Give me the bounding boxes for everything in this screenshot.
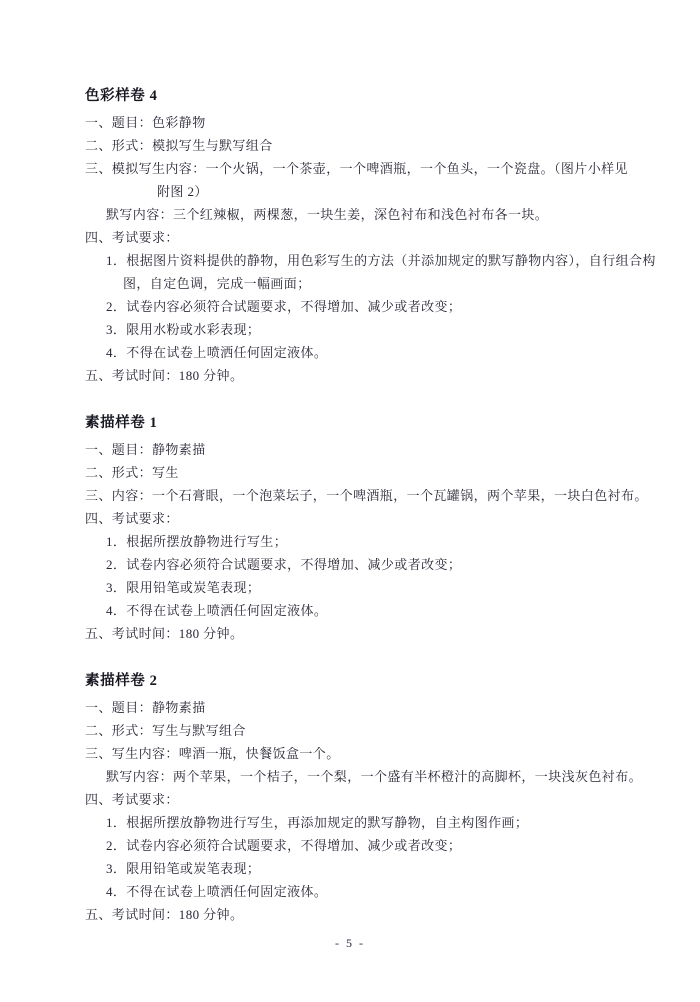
doc-line: 2．试卷内容必须符合试题要求，不得增加、减少或者改变； bbox=[106, 557, 462, 572]
doc-line: 图，自定色调，完成一幅画面； bbox=[123, 276, 311, 291]
doc-line: 二、形式：写生 bbox=[85, 465, 179, 480]
doc-line: 3．限用水粉或水彩表现； bbox=[106, 322, 261, 337]
doc-line: 一、题目：静物素描 bbox=[85, 700, 206, 715]
section-color-sample-4 bbox=[85, 86, 660, 387]
doc-line: 四、考试要求： bbox=[85, 792, 179, 807]
doc-line: 三、写生内容：啤酒一瓶，快餐饭盒一个。 bbox=[85, 746, 340, 761]
doc-line: 三、内容：一个石膏眼，一个泡菜坛子，一个啤酒瓶，一个瓦罐锅，两个苹果，一块白色衬布。 bbox=[85, 488, 648, 503]
doc-line: 二、形式：模拟写生与默写组合 bbox=[85, 138, 273, 153]
doc-line: 2．试卷内容必须符合试题要求，不得增加、减少或者改变； bbox=[106, 838, 462, 853]
doc-line: 五、考试时间：180 分钟。 bbox=[85, 626, 244, 641]
page-number: - 5 - bbox=[335, 936, 365, 950]
section-heading: 素描样卷 2 bbox=[85, 673, 158, 689]
doc-line: 1．根据所摆放静物进行写生，再添加规定的默写静物，自主构图作画； bbox=[106, 815, 529, 830]
doc-line: 四、考试要求： bbox=[85, 230, 179, 245]
doc-line: 三、模拟写生内容：一个火锅，一个茶壶，一个啤酒瓶，一个鱼头，一个瓷盘。（图片小样见 bbox=[85, 161, 628, 176]
doc-line: 2．试卷内容必须符合试题要求，不得增加、减少或者改变； bbox=[106, 299, 462, 314]
doc-line: 1．根据图片资料提供的静物，用色彩写生的方法（并添加规定的默写静物内容），自行组合构 bbox=[106, 253, 656, 268]
section-heading: 色彩样卷 4 bbox=[85, 88, 158, 104]
doc-line: 3．限用铅笔或炭笔表现； bbox=[106, 580, 261, 595]
doc-line: 4．不得在试卷上喷洒任何固定液体。 bbox=[106, 884, 328, 899]
section-heading: 素描样卷 1 bbox=[85, 415, 158, 431]
doc-line: 附图 2） bbox=[157, 184, 208, 199]
doc-line: 4．不得在试卷上喷洒任何固定液体。 bbox=[106, 603, 328, 618]
doc-line: 五、考试时间：180 分钟。 bbox=[85, 368, 244, 383]
doc-line: 4．不得在试卷上喷洒任何固定液体。 bbox=[106, 345, 328, 360]
doc-line: 3．限用铅笔或炭笔表现； bbox=[106, 861, 261, 876]
doc-line: 二、形式：写生与默写组合 bbox=[85, 723, 246, 738]
doc-line: 默写内容：两个苹果，一个桔子，一个梨，一个盛有半杯橙汁的高脚杯，一块浅灰色衬布。 bbox=[106, 769, 643, 784]
doc-line: 一、题目：静物素描 bbox=[85, 442, 206, 457]
section-sketch-sample-2 bbox=[85, 671, 660, 926]
doc-line: 四、考试要求： bbox=[85, 511, 179, 526]
document-content bbox=[85, 86, 660, 952]
doc-line: 1．根据所摆放静物进行写生； bbox=[106, 534, 288, 549]
doc-line: 默写内容：三个红辣椒，两棵葱，一块生姜，深色衬布和浅色衬布各一块。 bbox=[106, 207, 549, 222]
doc-line: 一、题目：色彩静物 bbox=[85, 115, 206, 130]
section-sketch-sample-1 bbox=[85, 413, 660, 645]
doc-line: 五、考试时间：180 分钟。 bbox=[85, 907, 244, 922]
